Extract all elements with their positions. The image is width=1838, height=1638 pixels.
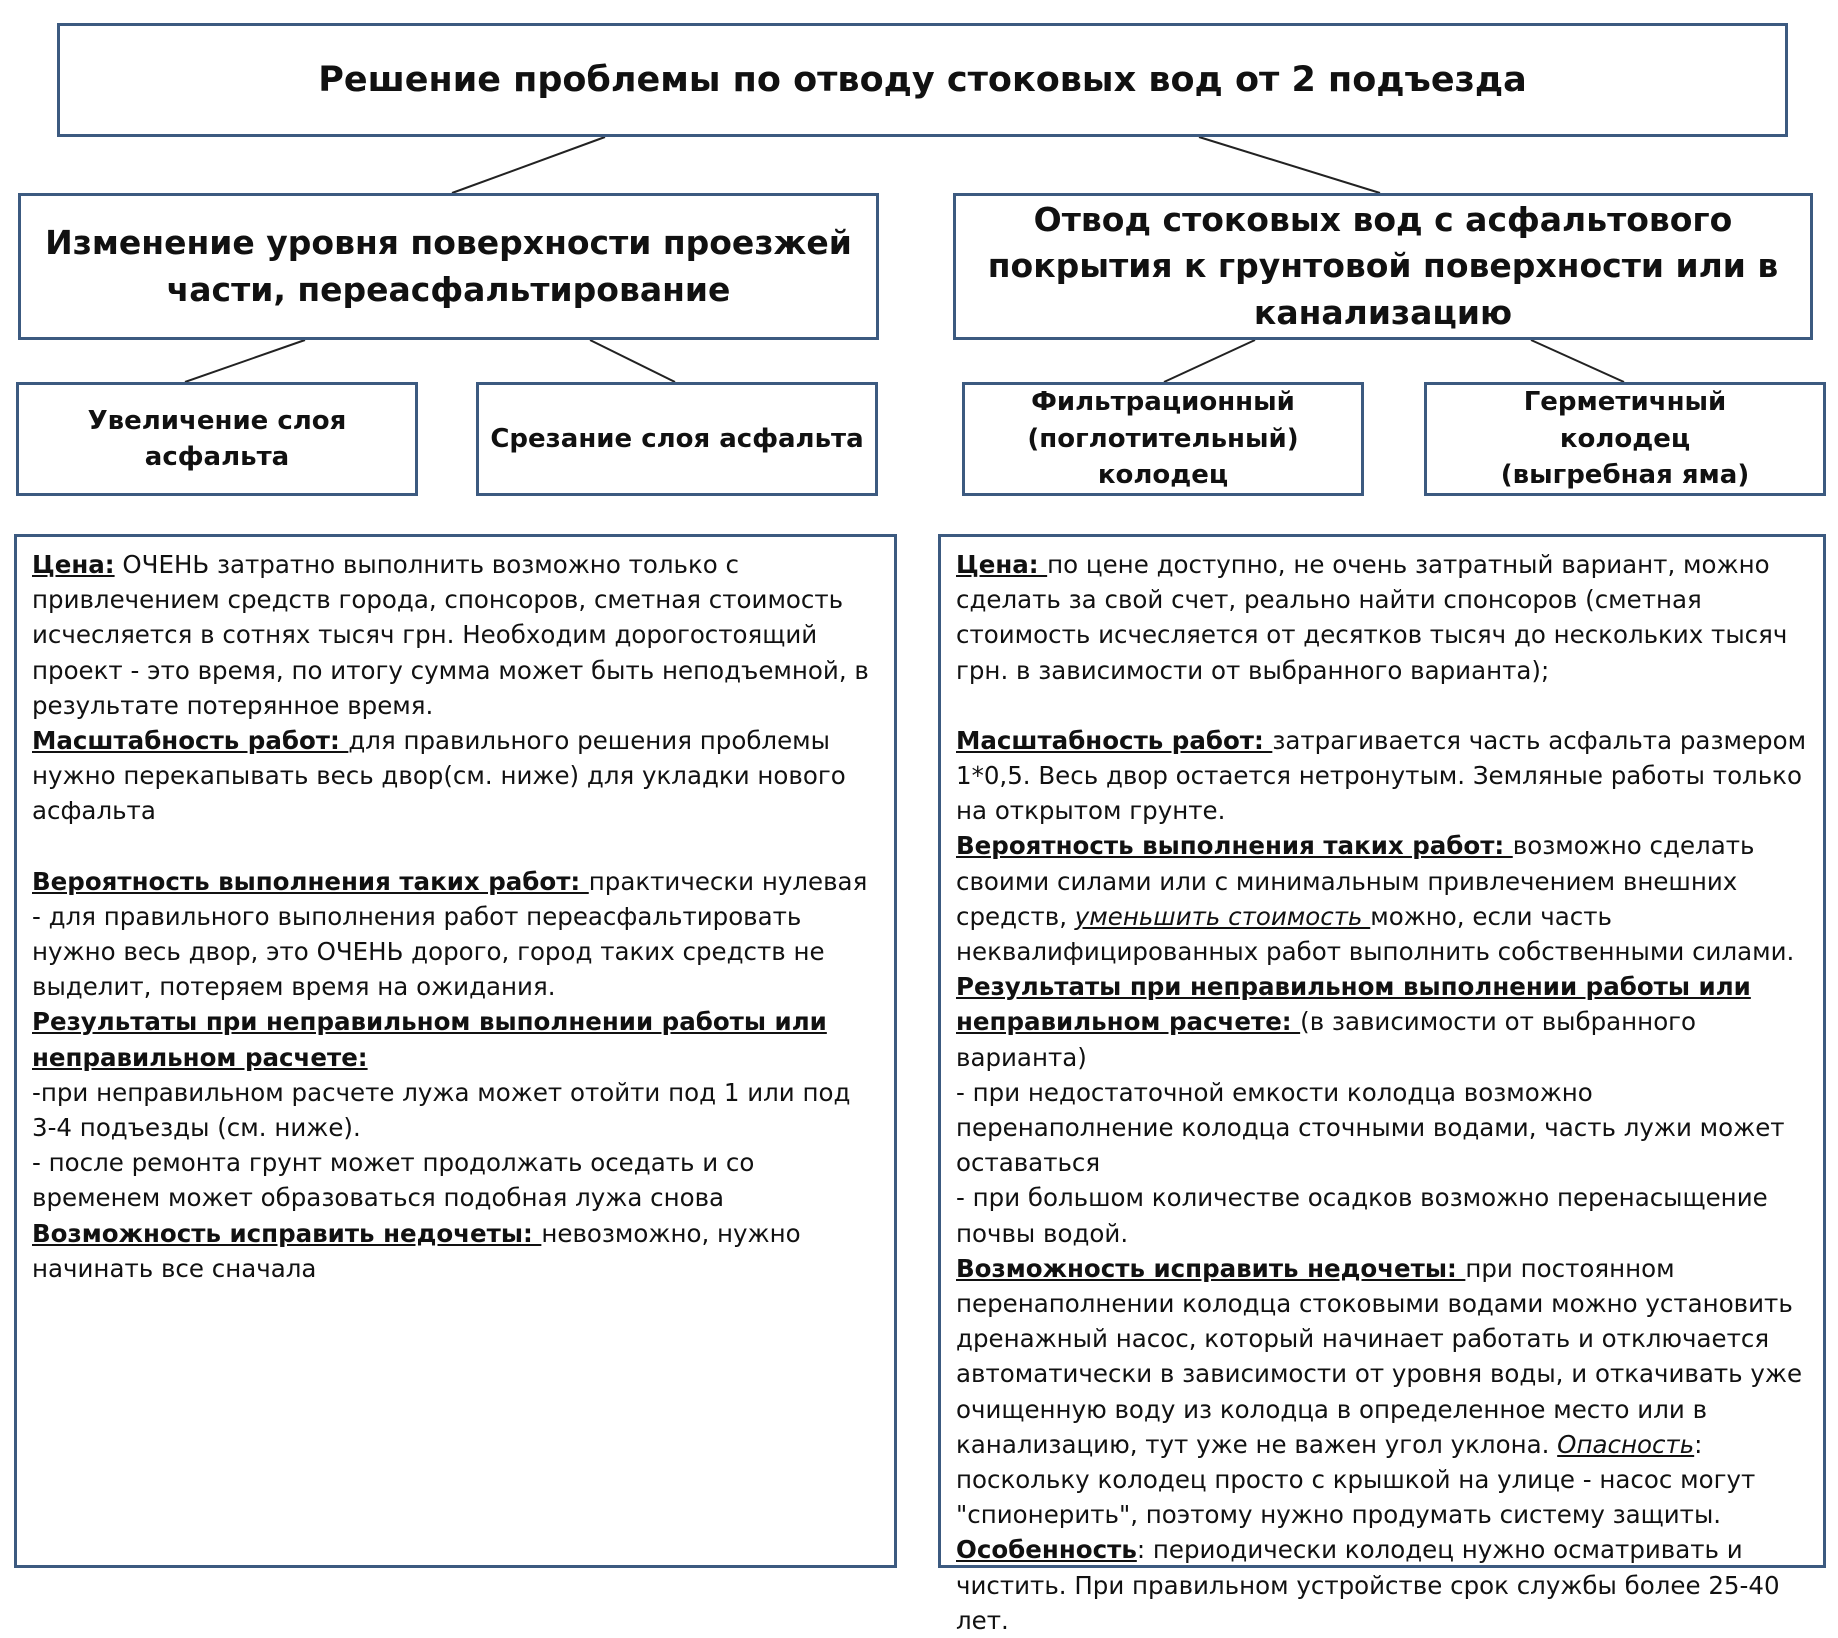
scale-label: Масштабность работ: [956,725,1273,755]
reduce-cost-emphasis: уменьшить стоимость [1074,901,1371,931]
leaf-box-filtration-well: Фильтрационный (поглотительный) колодец [962,382,1364,496]
result-item: - при большом количестве осадков возможно перенасыщение почвы водой. [956,1183,1768,1248]
leaf-box-sealed-well: Герметичный колодец (выгребная яма) [1424,382,1826,496]
connector-line [590,340,675,382]
probability-label: Вероятность выполнения таких работ: [956,831,1513,861]
probability-text-continued: можно, если часть неквалифицированных работ выполнить собственными силами. [956,901,1795,967]
results-label: Результаты при неправильном выполнении работы или [956,972,1751,1002]
danger-emphasis: Опасность [1557,1429,1695,1459]
price-paragraph [956,547,1809,688]
leaf-box-increase-asphalt: Увеличение слоя асфальта [16,382,418,496]
danger-text: : поскольку колодец просто с крышкой на улице - насос могут "спионерить", поэтому нужно продумать систему защиты. [956,1429,1756,1530]
scale-paragraph [956,723,1809,829]
scale-text: затрагивается часть асфальта размером 1*0,5. Весь двор остается нетронутым. Земляные работы только на открытом грунте. [956,725,1807,826]
results-note: (в зависимости от выбранного варианта) [956,1007,1697,1072]
fix-paragraph [956,1251,1809,1533]
price-label: Цена: [32,550,115,579]
results-label-continued: неправильном расчете: [956,1007,1301,1037]
fix-text: невозможно, нужно начинать все сначала [32,1218,801,1283]
details-panel-right [938,534,1826,1635]
feature-paragraph [956,1532,1809,1638]
scale-paragraph [32,723,880,829]
spacer [32,829,880,864]
branch-box-left: Изменение уровня поверхности проезжей части, переасфальтирование [18,193,879,340]
connector-line [1199,137,1380,193]
probability-text: практически нулевая - для правильного выполнения работ переасфальтировать нужно весь двор, это ОЧЕНЬ дорого, город таких средств не выделит, потеряем время на ожидания. [32,866,868,1002]
price-paragraph [32,547,880,723]
diagram-title: Решение проблемы по отводу стоковых вод от 2 подъезда [57,23,1788,137]
connector-line [185,340,305,382]
fix-label: Возможность исправить недочеты: [956,1253,1466,1283]
result-item: - после ремонта грунт может продолжать оседать и со временем может образоваться подобная лужа снова [32,1148,755,1213]
probability-text: возможно сделать своими силами или с минимальным привлечением внешних средств, [956,831,1755,931]
fix-paragraph [32,1216,880,1286]
feature-text: : периодически колодец нужно осматривать и чистить. При правильном устройстве срок службы более 25-40 лет. [956,1535,1780,1635]
results-heading-continued [956,1004,1809,1074]
probability-paragraph [956,828,1809,969]
scale-label: Масштабность работ: [32,726,349,756]
spacer [956,688,1809,723]
connector-line [452,137,605,193]
result-item: -при неправильном расчете лужа может отойти под 1 или под 3-4 подъезды (см. ниже). [32,1077,851,1143]
probability-label: Вероятность выполнения таких работ: [32,866,589,896]
results-heading [956,969,1809,1004]
branch-box-right: Отвод стоковых вод с асфальтового покрытия к грунтовой поверхности или в канализацию [953,193,1813,340]
price-text: ОЧЕНЬ затратно выполнить возможно только с привлечением средств города, спонсоров, сметная стоимость исчесляется в сотнях тысяч грн. Необходим дорогостоящий проект - это время, по итогу сумма может быть неподъемной, в результате потерянное время. [32,550,869,720]
connector-line [1164,340,1255,382]
result-item: - при недостаточной емкости колодца возможно перенаполнение колодца сточными водами, часть лужи может оставаться [956,1077,1785,1178]
connector-line [1531,340,1624,382]
price-text: по цене доступно, не очень затратный вариант, можно сделать за свой счет, реально найти спонсоров (сметная стоимость исчесляется от десятков тысяч до нескольких тысяч грн. в зависимости от выбранного варианта); [956,550,1788,685]
feature-label: Особенность [956,1535,1137,1565]
fix-label: Возможность исправить недочеты: [32,1218,542,1248]
scale-text: для правильного решения проблемы нужно перекапывать весь двор(см. ниже) для укладки нового асфальта [32,726,846,826]
results-label: Результаты при неправильном выполнении работы или неправильном расчете: [32,1007,827,1072]
price-label: Цена: [956,550,1048,579]
probability-paragraph [32,864,880,1005]
fix-text: при постоянном перенаполнении колодца стоковыми водами можно установить дренажный насос, который начинает работать и отключается автоматически в зависимости от уровня воды, и откачивать уже очищенную воду из колодца в определенное место или в канализацию, тут уже не важен угол уклона. [956,1253,1803,1459]
results-heading [32,1004,880,1074]
leaf-box-cut-asphalt: Срезание слоя асфальта [476,382,878,496]
details-panel-left [14,534,897,1568]
